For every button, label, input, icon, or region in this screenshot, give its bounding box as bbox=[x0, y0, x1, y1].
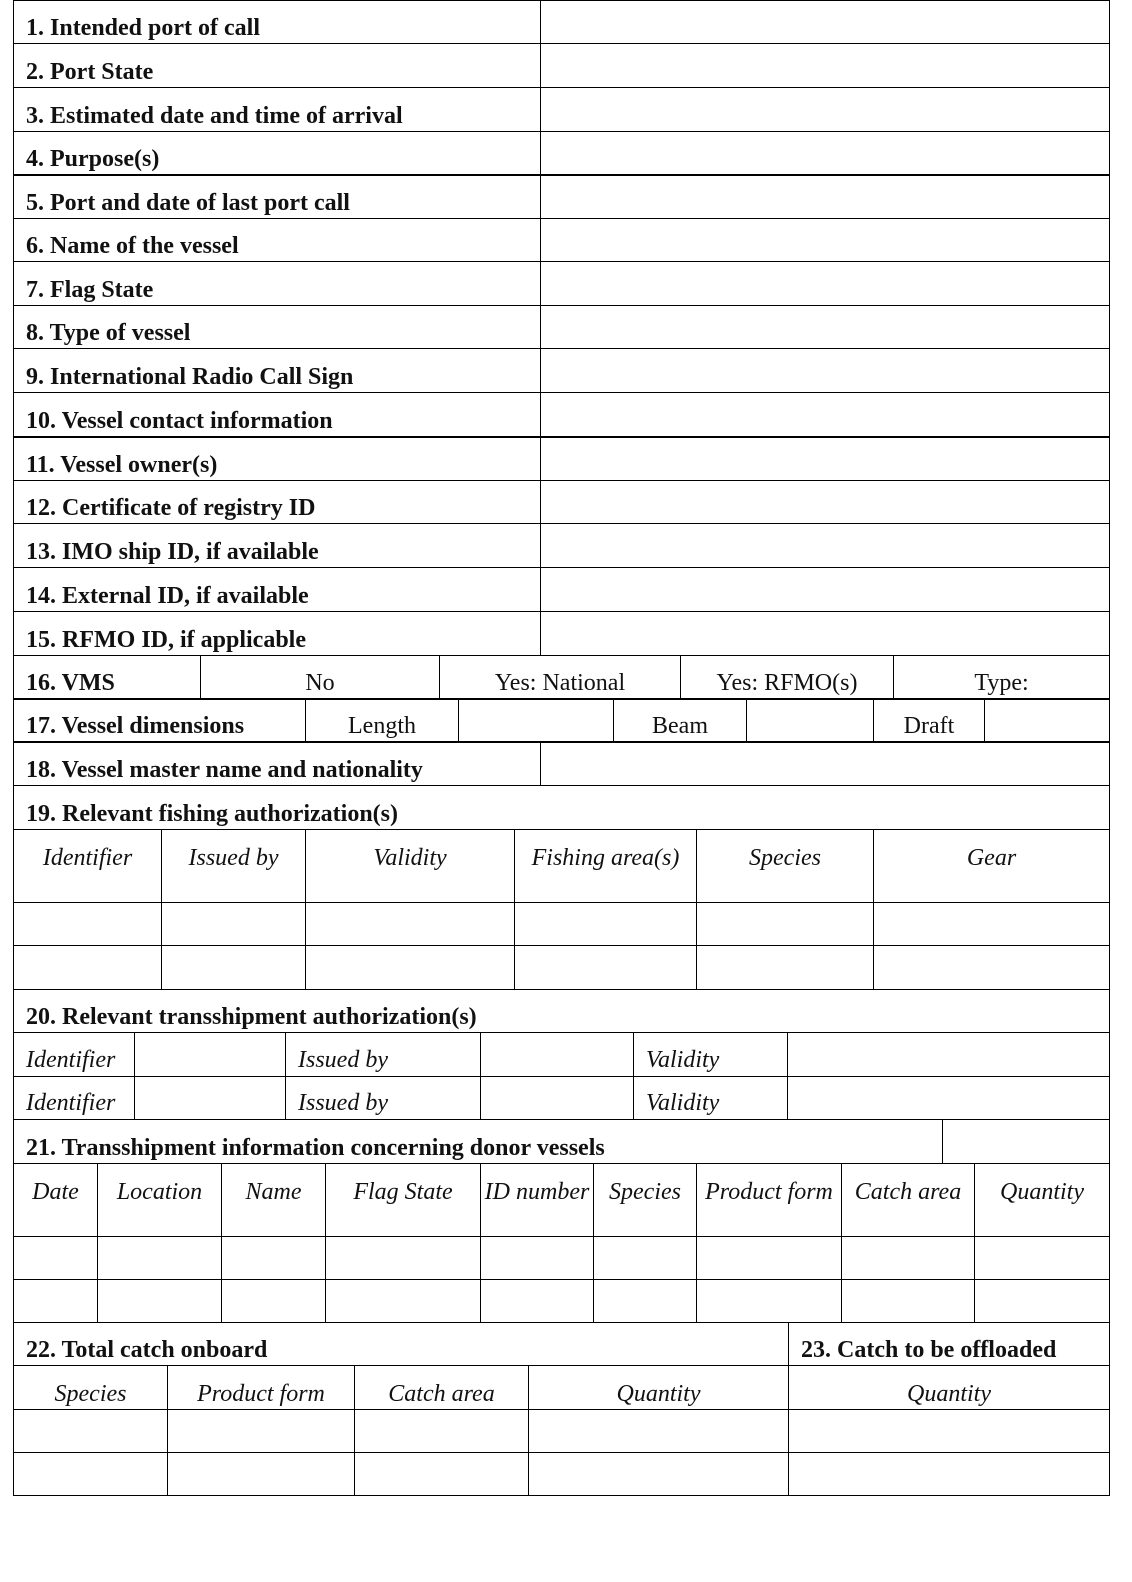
draft-field[interactable] bbox=[984, 698, 1110, 742]
field-label-9-text: 9. International Radio Call Sign bbox=[26, 364, 354, 390]
fishing-auth-cell[interactable] bbox=[514, 902, 697, 946]
field-label-4-text: 4. Purpose(s) bbox=[26, 146, 160, 172]
total-catch-cell[interactable] bbox=[354, 1452, 529, 1496]
fishing-auth-cell[interactable] bbox=[696, 945, 874, 990]
donor-cell[interactable] bbox=[221, 1279, 326, 1323]
field-label-10 bbox=[13, 392, 541, 437]
field-label-3-text: 3. Estimated date and time of arrival bbox=[26, 103, 403, 129]
draft-label bbox=[873, 698, 985, 742]
field-value-7[interactable] bbox=[540, 261, 1110, 306]
field-label-6 bbox=[13, 218, 541, 262]
validity-label bbox=[633, 1032, 788, 1077]
fishing-auth-cell[interactable] bbox=[161, 945, 306, 990]
vms-option-2-text: Yes: RFMO(s) bbox=[716, 670, 858, 696]
fishing-auth-header-4-text: Species bbox=[749, 845, 821, 871]
field-value-11[interactable] bbox=[540, 436, 1110, 481]
fishing-auth-cell[interactable] bbox=[13, 945, 162, 990]
fishing-auth-header-5 bbox=[873, 829, 1110, 903]
donor-cell[interactable] bbox=[480, 1236, 594, 1280]
fishing-auth-header-0 bbox=[13, 829, 162, 903]
total-catch-title-text: 22. Total catch onboard bbox=[26, 1337, 268, 1363]
field-label-2 bbox=[13, 43, 541, 88]
donor-header-5 bbox=[593, 1163, 697, 1237]
donor-header-1 bbox=[97, 1163, 222, 1237]
donor-cell[interactable] bbox=[97, 1236, 222, 1280]
validity-label-text: Validity bbox=[646, 1047, 720, 1073]
total-catch-header-0 bbox=[13, 1365, 168, 1410]
length-field[interactable] bbox=[458, 698, 614, 742]
field-value-15[interactable] bbox=[540, 611, 1110, 656]
total-catch-cell[interactable] bbox=[528, 1452, 789, 1496]
beam-field[interactable] bbox=[746, 698, 874, 742]
fishing-auth-cell[interactable] bbox=[13, 902, 162, 946]
offload-title bbox=[788, 1322, 1110, 1366]
field-value-13[interactable] bbox=[540, 523, 1110, 568]
fishing-auth-cell[interactable] bbox=[305, 902, 515, 946]
length-label bbox=[305, 698, 459, 742]
dimensions-label-text: 17. Vessel dimensions bbox=[26, 713, 245, 739]
field-value-5[interactable] bbox=[540, 174, 1110, 219]
validity-label-text: Validity bbox=[646, 1090, 720, 1116]
field-label-14 bbox=[13, 567, 541, 612]
fishing-auth-header-2 bbox=[305, 829, 515, 903]
field-label-15 bbox=[13, 611, 541, 656]
field-label-7-text: 7. Flag State bbox=[26, 277, 154, 303]
draft-label-text: Draft bbox=[903, 713, 955, 739]
field-label-5-text: 5. Port and date of last port call bbox=[26, 190, 350, 216]
field-label-11-text: 11. Vessel owner(s) bbox=[26, 452, 218, 478]
donor-cell[interactable] bbox=[480, 1279, 594, 1323]
total-catch-cell[interactable] bbox=[13, 1452, 168, 1496]
fishing-auth-cell[interactable] bbox=[305, 945, 515, 990]
master-label bbox=[13, 741, 541, 786]
transship-auth-title-text: 20. Relevant transshipment authorization(s) bbox=[26, 1004, 477, 1030]
field-label-3 bbox=[13, 87, 541, 132]
donor-header-6-text: Product form bbox=[705, 1179, 833, 1205]
offload-header-0-text: Quantity bbox=[907, 1381, 991, 1407]
donor-cell[interactable] bbox=[696, 1279, 842, 1323]
length-label-text: Length bbox=[348, 713, 416, 739]
total-catch-cell[interactable] bbox=[13, 1409, 168, 1453]
total-catch-header-3-text: Quantity bbox=[616, 1381, 701, 1407]
donor-cell[interactable] bbox=[974, 1236, 1110, 1280]
donor-header-3-text: Flag State bbox=[353, 1179, 453, 1205]
fishing-auth-header-3 bbox=[514, 829, 697, 903]
donor-cell[interactable] bbox=[841, 1236, 975, 1280]
field-value-3[interactable] bbox=[540, 87, 1110, 132]
donor-cell[interactable] bbox=[97, 1279, 222, 1323]
field-label-12-text: 12. Certificate of registry ID bbox=[26, 495, 316, 521]
vms-option-3[interactable] bbox=[893, 655, 1110, 699]
field-label-14-text: 14. External ID, if available bbox=[26, 583, 309, 609]
issued-by-label bbox=[285, 1076, 481, 1120]
donor-header-6 bbox=[696, 1163, 842, 1237]
donor-cell[interactable] bbox=[696, 1236, 842, 1280]
vms-option-1-text: Yes: National bbox=[494, 670, 626, 696]
issued-by-label-text: Issued by bbox=[298, 1090, 388, 1116]
donor-header-0-text: Date bbox=[32, 1179, 79, 1205]
offload-cell[interactable] bbox=[788, 1452, 1110, 1496]
field-label-13-text: 13. IMO ship ID, if available bbox=[26, 539, 319, 565]
donor-cell[interactable] bbox=[593, 1236, 697, 1280]
field-label-1 bbox=[13, 0, 541, 44]
field-value-2[interactable] bbox=[540, 43, 1110, 88]
field-label-11 bbox=[13, 436, 541, 481]
donor-cell[interactable] bbox=[593, 1279, 697, 1323]
fishing-auth-title-text: 19. Relevant fishing authorization(s) bbox=[26, 801, 398, 827]
total-catch-title bbox=[13, 1322, 789, 1366]
offload-cell[interactable] bbox=[788, 1409, 1110, 1453]
donor-cell[interactable] bbox=[841, 1279, 975, 1323]
field-value-14[interactable] bbox=[540, 567, 1110, 612]
master-field[interactable] bbox=[540, 741, 1110, 786]
field-label-10-text: 10. Vessel contact information bbox=[26, 408, 333, 434]
identifier-field[interactable] bbox=[134, 1032, 286, 1077]
issued-by-label bbox=[285, 1032, 481, 1077]
donor-header-1-text: Location bbox=[116, 1179, 203, 1205]
field-label-1-text: 1. Intended port of call bbox=[26, 15, 260, 41]
validity-label bbox=[633, 1076, 788, 1120]
total-catch-header-0-text: Species bbox=[54, 1381, 127, 1407]
total-catch-cell[interactable] bbox=[167, 1452, 355, 1496]
vms-option-1[interactable] bbox=[439, 655, 681, 699]
donor-header-7 bbox=[841, 1163, 975, 1237]
field-label-13 bbox=[13, 523, 541, 568]
identifier-label-text: Identifier bbox=[26, 1090, 116, 1116]
donor-cell[interactable] bbox=[13, 1279, 98, 1323]
field-label-15-text: 15. RFMO ID, if applicable bbox=[26, 627, 306, 653]
fishing-auth-cell[interactable] bbox=[873, 902, 1110, 946]
master-label-text: 18. Vessel master name and nationality bbox=[26, 757, 423, 783]
donor-header-5-text: Species bbox=[609, 1179, 681, 1205]
fishing-auth-header-4 bbox=[696, 829, 874, 903]
fishing-auth-cell[interactable] bbox=[514, 945, 697, 990]
beam-label-text: Beam bbox=[652, 713, 708, 739]
total-catch-cell[interactable] bbox=[354, 1409, 529, 1453]
fishing-auth-header-3-text: Fishing area(s) bbox=[531, 845, 680, 871]
beam-label bbox=[613, 698, 747, 742]
identifier-field[interactable] bbox=[134, 1076, 286, 1120]
vms-option-3-text: Type: bbox=[974, 670, 1029, 696]
donor-header-8-text: Quantity bbox=[1000, 1179, 1084, 1205]
fishing-auth-title bbox=[13, 785, 1110, 830]
fishing-auth-header-1 bbox=[161, 829, 306, 903]
fishing-auth-header-5-text: Gear bbox=[966, 845, 1017, 871]
identifier-label bbox=[13, 1076, 135, 1120]
issued-by-label-text: Issued by bbox=[298, 1047, 388, 1073]
donor-cell[interactable] bbox=[325, 1236, 481, 1280]
fishing-auth-cell[interactable] bbox=[161, 902, 306, 946]
identifier-label bbox=[13, 1032, 135, 1077]
offload-header-0 bbox=[788, 1365, 1110, 1410]
fishing-auth-header-1-text: Issued by bbox=[188, 845, 279, 871]
offload-title-text: 23. Catch to be offloaded bbox=[801, 1337, 1057, 1363]
fishing-auth-header-2-text: Validity bbox=[373, 845, 447, 871]
donor-header-4 bbox=[480, 1163, 594, 1237]
field-label-9 bbox=[13, 348, 541, 393]
donor-cell[interactable] bbox=[221, 1236, 326, 1280]
vms-label-text: 16. VMS bbox=[26, 670, 115, 696]
validity-field[interactable] bbox=[787, 1032, 1110, 1077]
field-value-12[interactable] bbox=[540, 480, 1110, 524]
field-label-8-text: 8. Type of vessel bbox=[26, 320, 191, 346]
total-catch-header-3 bbox=[528, 1365, 789, 1410]
total-catch-header-2-text: Catch area bbox=[388, 1381, 495, 1407]
total-catch-cell[interactable] bbox=[167, 1409, 355, 1453]
fishing-auth-cell[interactable] bbox=[873, 945, 1110, 990]
vms-option-0[interactable] bbox=[200, 655, 440, 699]
transship-auth-title bbox=[13, 989, 1110, 1033]
identifier-label-text: Identifier bbox=[26, 1047, 116, 1073]
donor-title-extra[interactable] bbox=[942, 1119, 1110, 1164]
total-catch-cell[interactable] bbox=[528, 1409, 789, 1453]
vms-label bbox=[13, 655, 201, 699]
issued-by-field[interactable] bbox=[480, 1032, 634, 1077]
donor-header-2-text: Name bbox=[245, 1179, 302, 1205]
donor-header-8 bbox=[974, 1163, 1110, 1237]
field-label-2-text: 2. Port State bbox=[26, 59, 154, 85]
field-value-10[interactable] bbox=[540, 392, 1110, 437]
donor-header-7-text: Catch area bbox=[854, 1179, 962, 1205]
issued-by-field[interactable] bbox=[480, 1076, 634, 1120]
donor-header-2 bbox=[221, 1163, 326, 1237]
vms-option-0-text: No bbox=[305, 670, 335, 696]
total-catch-header-1-text: Product form bbox=[197, 1381, 325, 1407]
fishing-auth-cell[interactable] bbox=[696, 902, 874, 946]
dimensions-label bbox=[13, 698, 306, 742]
field-label-6-text: 6. Name of the vessel bbox=[26, 233, 239, 259]
field-label-12 bbox=[13, 480, 541, 524]
field-value-4[interactable] bbox=[540, 131, 1110, 175]
field-value-1[interactable] bbox=[540, 0, 1110, 44]
fishing-auth-header-0-text: Identifier bbox=[42, 845, 133, 871]
field-label-5 bbox=[13, 174, 541, 219]
donor-header-0 bbox=[13, 1163, 98, 1237]
donor-title bbox=[13, 1119, 943, 1164]
donor-header-4-text: ID number bbox=[484, 1179, 590, 1205]
donor-header-3 bbox=[325, 1163, 481, 1237]
donor-title-text: 21. Transshipment information concerning donor vessels bbox=[26, 1135, 605, 1161]
field-label-7 bbox=[13, 261, 541, 306]
donor-cell[interactable] bbox=[974, 1279, 1110, 1323]
vms-option-2[interactable] bbox=[680, 655, 894, 699]
field-label-4 bbox=[13, 131, 541, 175]
validity-field[interactable] bbox=[787, 1076, 1110, 1120]
field-label-8 bbox=[13, 305, 541, 349]
field-value-8[interactable] bbox=[540, 305, 1110, 349]
donor-cell[interactable] bbox=[325, 1279, 481, 1323]
total-catch-header-2 bbox=[354, 1365, 529, 1410]
field-value-6[interactable] bbox=[540, 218, 1110, 262]
donor-cell[interactable] bbox=[13, 1236, 98, 1280]
field-value-9[interactable] bbox=[540, 348, 1110, 393]
total-catch-header-1 bbox=[167, 1365, 355, 1410]
